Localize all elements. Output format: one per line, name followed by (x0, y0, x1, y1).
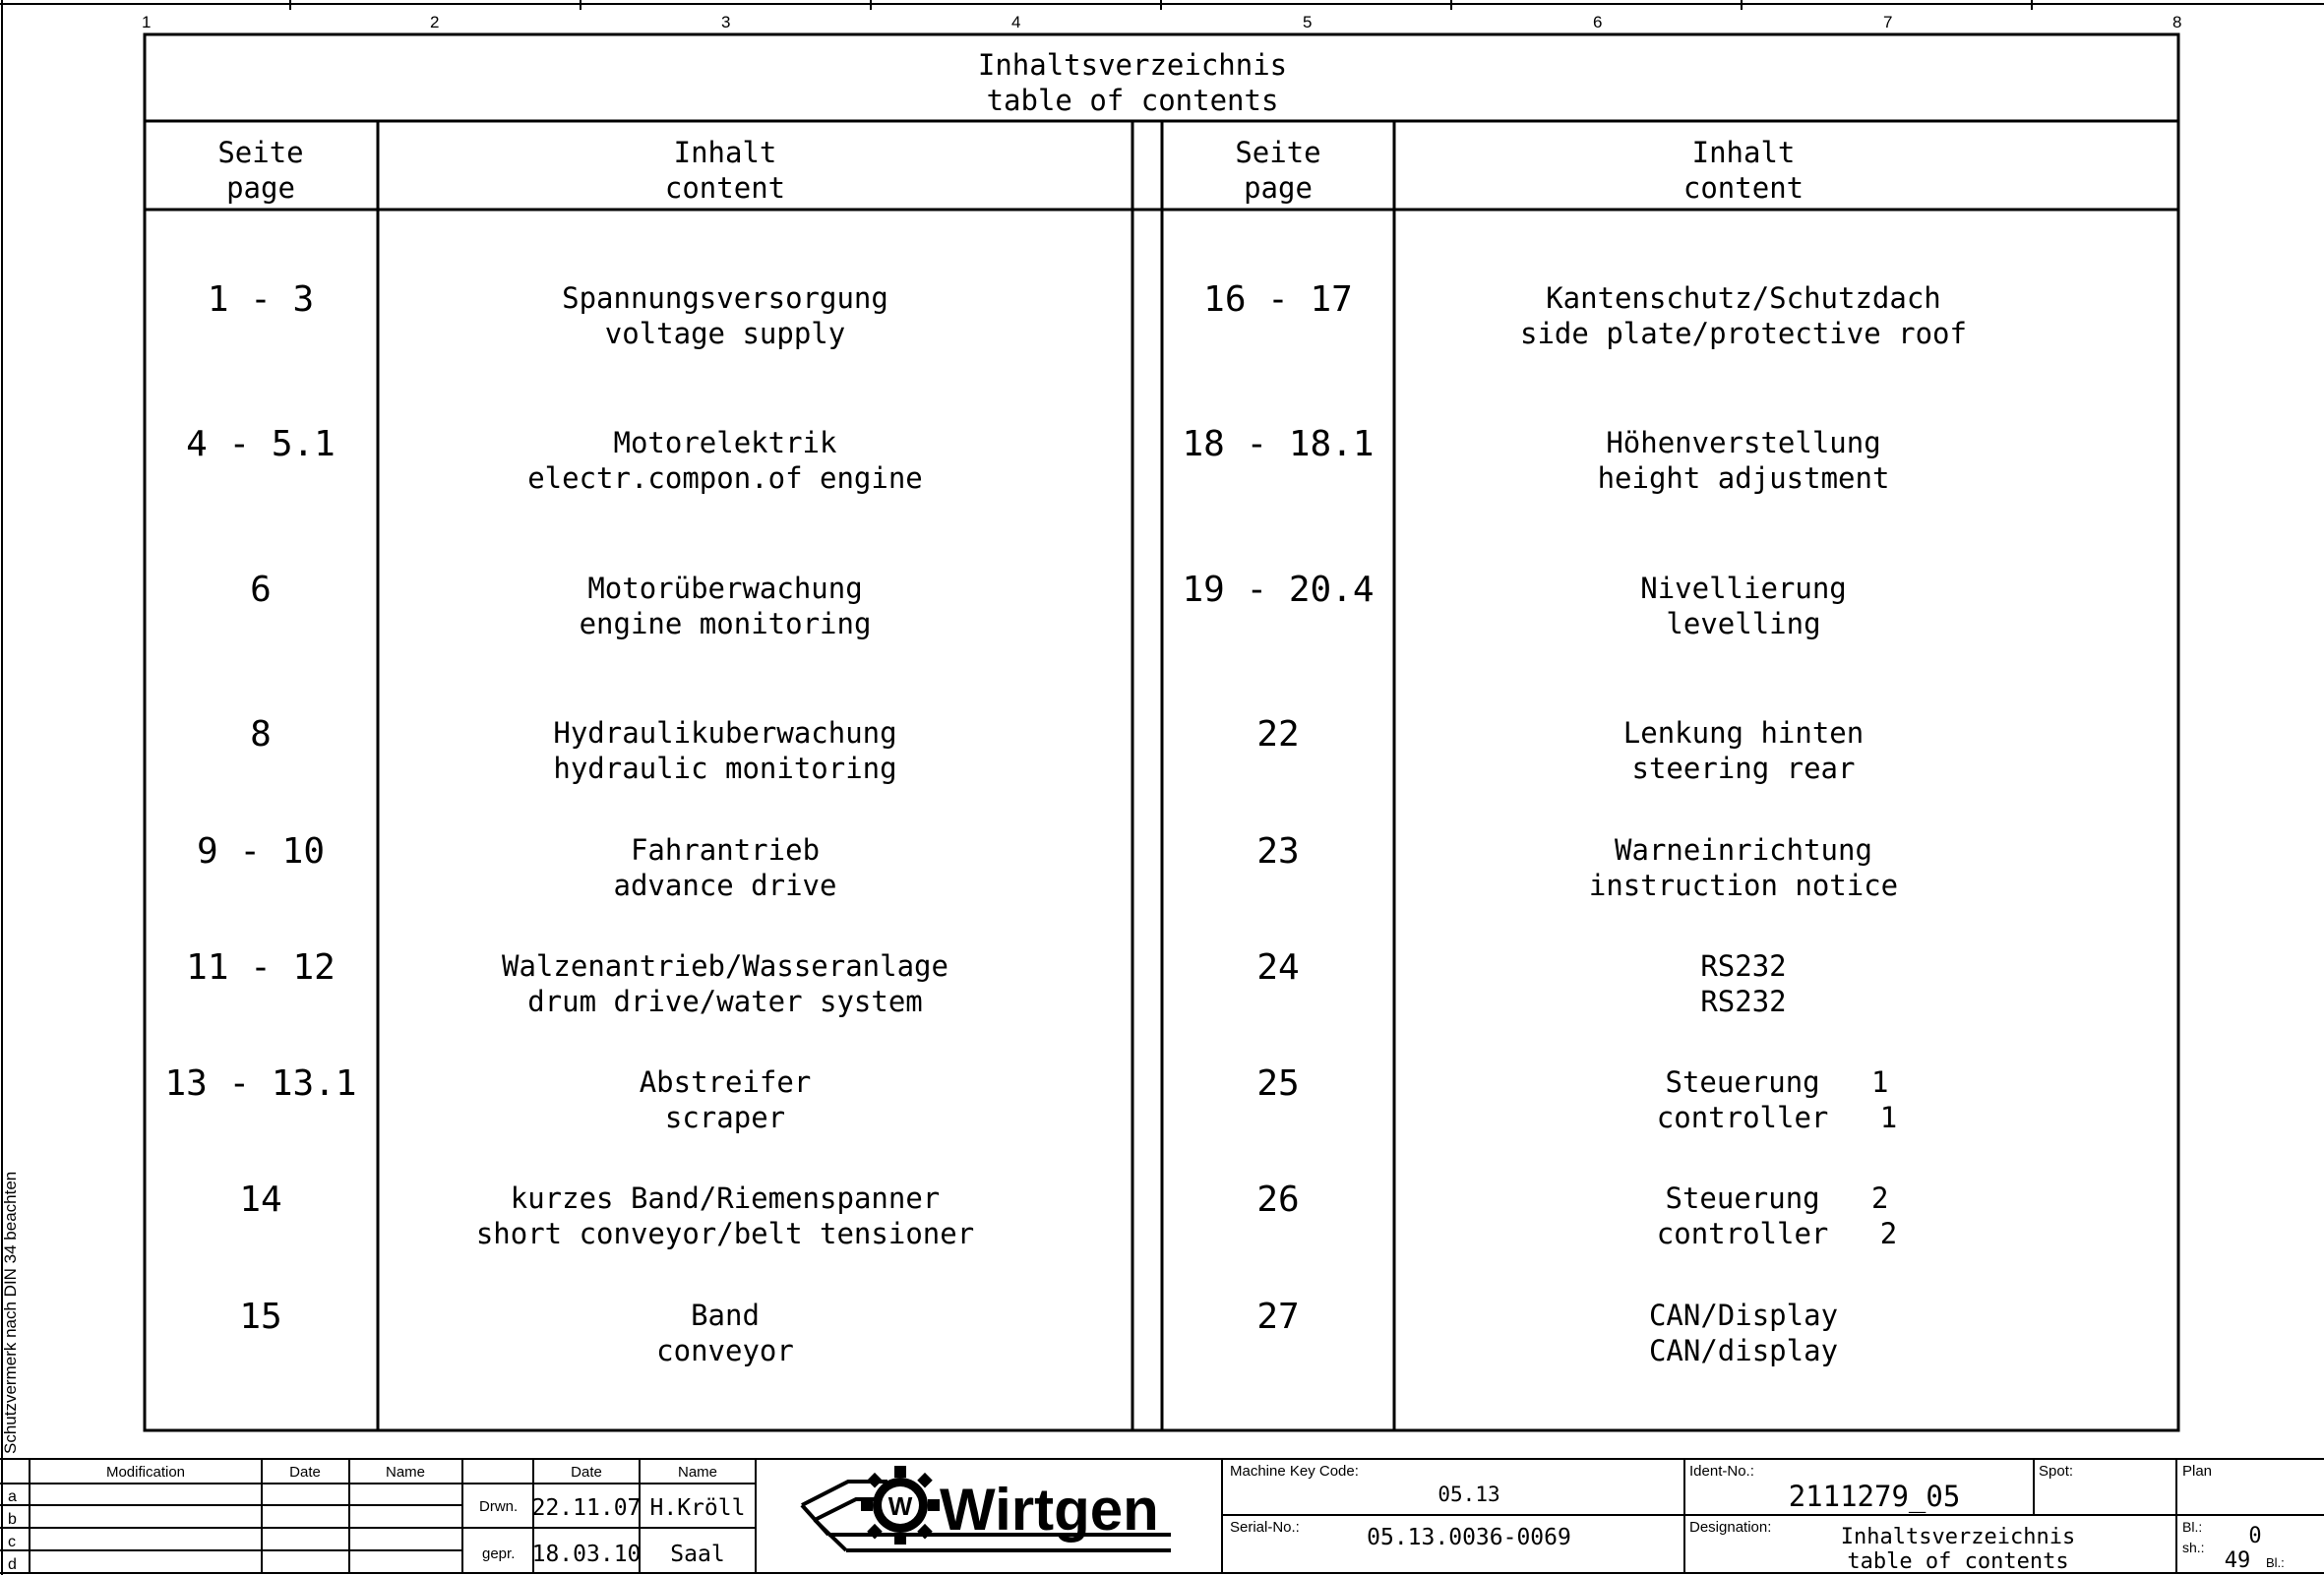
header-seite-left: Seite (217, 136, 304, 169)
toc-entry-en: hydraulic monitoring (553, 752, 897, 785)
toc-entry-en: drum drive/water system (527, 985, 923, 1018)
designation-de: Inhaltsverzeichnis (1840, 1525, 2076, 1549)
toc-entry (1256, 947, 1786, 1018)
header-seite-right: Seite (1235, 136, 1321, 169)
toc-entry-page: 8 (250, 714, 272, 755)
serial-label: Serial-No.: (1230, 1519, 1300, 1536)
plan-label: Plan (2182, 1463, 2213, 1480)
toc-entry-en: electr.compon.of engine (527, 461, 923, 495)
toc-entry-de: Walzenantrieb/Wasseranlage (502, 949, 948, 983)
toc-entry-de: Spannungsversorgung (562, 281, 888, 315)
toc-entry-page: 18 - 18.1 (1182, 424, 1375, 464)
toc-entry-page: 1 - 3 (207, 279, 315, 320)
toc-entry-de: RS232 (1700, 949, 1787, 983)
toc-entry-page: 26 (1256, 1180, 1300, 1220)
revision-letter: c (8, 1534, 16, 1550)
toc-entry-page: 25 (1256, 1063, 1300, 1104)
toc-entry (1182, 424, 1889, 495)
toc-entry-en: scraper (664, 1101, 786, 1134)
designation-label: Designation: (1689, 1519, 1772, 1536)
toc-entry-de: Motorüberwachung (587, 572, 863, 605)
toc-entry-page: 24 (1256, 947, 1300, 988)
toc-entry-page: 6 (250, 570, 272, 610)
toc-entry-page: 23 (1256, 831, 1300, 872)
toc-entry-de: Abstreifer (639, 1065, 812, 1099)
toc-right-entries (1182, 279, 1967, 1367)
toc-entry-en: side plate/protective roof (1520, 317, 1967, 350)
designation-en: table of contents (1847, 1549, 2069, 1574)
toc-entry (239, 1180, 974, 1250)
toc-entry-en: CAN/display (1648, 1334, 1839, 1367)
toc-entry-en: controller 2 (1656, 1217, 1898, 1250)
bl-value: 0 (2248, 1524, 2262, 1548)
toc-entry-de: Steuerung 2 (1665, 1181, 1889, 1215)
toc-entry (186, 947, 948, 1018)
ident-value: 2111279_05 (1788, 1480, 1961, 1513)
title-block (0, 1459, 2324, 1574)
bl-label: Bl.: (2182, 1519, 2203, 1535)
mod-date-header: Date (289, 1464, 321, 1481)
toc-entry-en: controller 1 (1656, 1101, 1898, 1134)
revision-letter: d (8, 1556, 17, 1573)
header-page-right: page (1244, 171, 1313, 205)
svg-text:W: W (887, 1491, 913, 1521)
toc-entry (1182, 570, 1846, 640)
column-markers (0, 0, 2324, 31)
mod-name-header: Name (385, 1464, 426, 1481)
toc-entry (1256, 714, 1864, 785)
toc-entry-page: 9 - 10 (196, 831, 326, 872)
wirtgen-logo (802, 1466, 1171, 1550)
toc-entry-de: Höhenverstellung (1606, 426, 1881, 459)
toc-entry-de: Fahrantrieb (630, 833, 821, 867)
drawn-name: H.Kröll (649, 1495, 746, 1521)
toc-entry-de: kurzes Band/Riemenspanner (510, 1181, 941, 1215)
header-page-left: page (226, 171, 295, 205)
toc-entry-en: conveyor (656, 1334, 794, 1367)
toc-column-headers (217, 136, 1804, 205)
toc-entry (1256, 831, 1898, 902)
column-marker: 4 (1011, 13, 1021, 31)
toc-title (978, 48, 1287, 117)
modification-header: Modification (105, 1464, 186, 1481)
toc-entry-en: levelling (1666, 607, 1821, 640)
header-content-right: content (1682, 171, 1804, 205)
toc-entry (208, 279, 888, 350)
toc-entry (1256, 1180, 1897, 1250)
toc-entry-page: 15 (239, 1297, 282, 1337)
header-content-left: content (664, 171, 786, 205)
drawn-date: 22.11.07 (531, 1495, 642, 1521)
column-marker: 2 (430, 13, 440, 31)
revision-letter: b (8, 1511, 17, 1528)
machine-key-value: 05.13 (1437, 1483, 1500, 1506)
toc-entry-page: 11 - 12 (186, 947, 336, 988)
checked-name: Saal (670, 1542, 725, 1567)
toc-entry-en: instruction notice (1588, 869, 1899, 902)
toc-entry (250, 570, 871, 640)
toc-entry-en: height adjustment (1597, 461, 1890, 495)
column-marker: 8 (2172, 13, 2182, 31)
header-inhalt-right: Inhalt (1691, 136, 1796, 169)
drawn-name-header: Name (677, 1464, 718, 1481)
column-marker: 1 (142, 13, 152, 31)
toc-left-entries (164, 279, 974, 1367)
sh-label: sh.: (2182, 1540, 2205, 1555)
toc-entry (1256, 1297, 1838, 1367)
column-marker: 5 (1303, 13, 1313, 31)
toc-entry-en: RS232 (1700, 985, 1787, 1018)
toc-entry-de: Steuerung 1 (1665, 1065, 1889, 1099)
toc-entry (239, 1297, 794, 1367)
header-inhalt-left: Inhalt (673, 136, 777, 169)
toc-entry-en: short conveyor/belt tensioner (475, 1217, 975, 1250)
toc-entry-de: Warneinrichtung (1615, 833, 1872, 867)
toc-entry-en: engine monitoring (579, 607, 872, 640)
toc-entry-de: CAN/Display (1648, 1299, 1839, 1332)
toc-title-en: table of contents (986, 84, 1279, 117)
toc-entry (186, 424, 923, 495)
checked-label: gepr. (482, 1545, 516, 1562)
sh-value: 49 (2224, 1548, 2251, 1573)
toc-title-de: Inhaltsverzeichnis (977, 48, 1288, 82)
toc-entry (1203, 279, 1967, 350)
toc-entry-de: Band (691, 1299, 760, 1332)
toc-entry-page: 13 - 13.1 (164, 1063, 357, 1104)
toc-entry-page: 22 (1256, 714, 1300, 755)
toc-entry-en: voltage supply (604, 317, 846, 350)
toc-entry-page: 19 - 20.4 (1182, 570, 1375, 610)
toc-entry-de: Hydraulikuberwachung (553, 716, 897, 750)
drawn-label: Drwn. (479, 1498, 519, 1515)
toc-entry-en: steering rear (1631, 752, 1856, 785)
toc-entry-de: Motorelektrik (613, 426, 837, 459)
toc-entry (1256, 1063, 1897, 1134)
side-protection-note: Schutzvermerk nach DIN 34 beachten (1, 1171, 20, 1454)
bl2-label: Bl.: (2266, 1555, 2285, 1570)
spot-label: Spot: (2039, 1463, 2074, 1480)
column-marker: 7 (1883, 13, 1893, 31)
ident-label: Ident-No.: (1689, 1463, 1754, 1480)
toc-entry-de: Lenkung hinten (1622, 716, 1865, 750)
toc-entry-page: 16 - 17 (1203, 279, 1353, 320)
checked-date: 18.03.10 (531, 1542, 642, 1567)
toc-entry-page: 4 - 5.1 (186, 424, 336, 464)
toc-entry-en: advance drive (613, 869, 837, 902)
toc-entry-de: Kantenschutz/Schutzdach (1546, 281, 1941, 315)
toc-entry-de: Nivellierung (1640, 572, 1847, 605)
gear-icon (861, 1466, 940, 1545)
toc-entry-page: 14 (239, 1180, 282, 1220)
drawn-date-header: Date (571, 1464, 602, 1481)
toc-entry (197, 831, 837, 902)
toc-entry (164, 1063, 811, 1134)
logo-text: Wirtgen (940, 1477, 1159, 1543)
toc-entry (250, 714, 896, 785)
revision-letter: a (8, 1488, 17, 1505)
column-marker: 6 (1593, 13, 1603, 31)
column-marker: 3 (721, 13, 731, 31)
toc-entry-page: 27 (1256, 1297, 1300, 1337)
machine-key-label: Machine Key Code: (1230, 1463, 1359, 1480)
serial-value: 05.13.0036-0069 (1367, 1525, 1571, 1550)
